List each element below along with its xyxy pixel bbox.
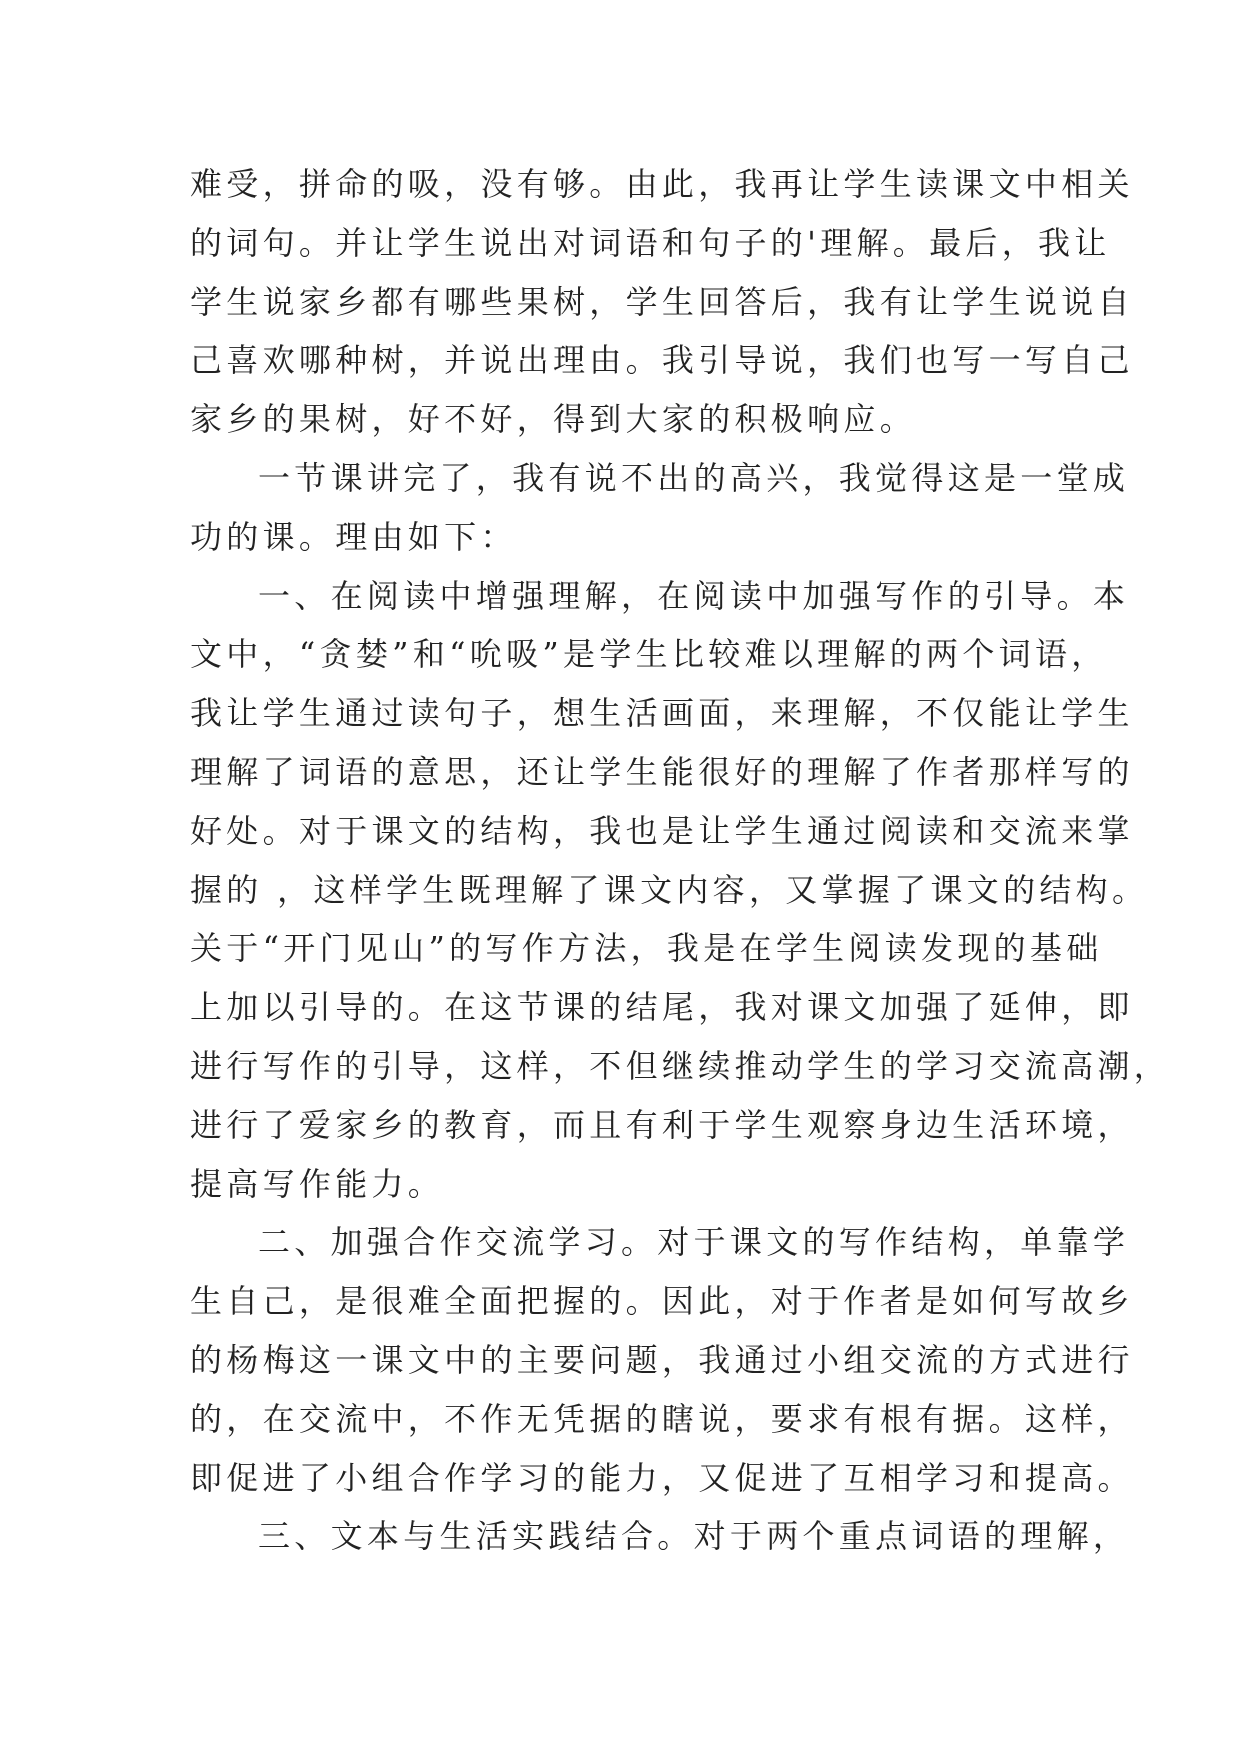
text-line: 难受，拼命的吸，没有够。由此，我再让学生读课文中相关 bbox=[190, 165, 1134, 203]
text-line: 关于“开门见山”的写作方法，我是在学生阅读发现的基础 bbox=[190, 929, 1103, 968]
paragraph-start-line: 二、加强合作交流学习。对于课文的写作结构，单靠学 bbox=[258, 1223, 1130, 1262]
text-line: 生自己，是很难全面把握的。因此，对于作者是如何写故乡 bbox=[190, 1282, 1134, 1321]
text-line: 的，在交流中，不作无凭据的瞎说，要求有根有据。这样， bbox=[190, 1399, 1134, 1438]
text-line: 的词句。并让学生说出对词语和句子的'理解。最后，我让 bbox=[190, 223, 1111, 262]
paragraph-start-line: 三、文本与生活实践结合。对于两个重点词语的理解， bbox=[258, 1517, 1130, 1556]
text-line: 握的 ，这样学生既理解了课文内容，又掌握了课文的结构。 bbox=[190, 870, 1149, 909]
text-line: 好处。对于课文的结构，我也是让学生通过阅读和交流来掌 bbox=[190, 811, 1134, 850]
text-line: 的杨梅这一课文中的主要问题，我通过小组交流的方式进行 bbox=[190, 1340, 1134, 1379]
text-line: 进行了爱家乡的教育，而且有利于学生观察身边生活环境， bbox=[190, 1105, 1134, 1144]
text-line: 己喜欢哪种树，并说出理由。我引导说，我们也写一写自己 bbox=[190, 341, 1134, 380]
text-line: 理解了词语的意思，还让学生能很好的理解了作者那样写的 bbox=[190, 752, 1134, 791]
paragraph-start-line: 一节课讲完了，我有说不出的高兴，我觉得这是一堂成 bbox=[258, 458, 1130, 497]
text-line: 上加以引导的。在这节课的结尾，我对课文加强了延伸，即 bbox=[190, 988, 1134, 1027]
text-line: 功的课。理由如下： bbox=[190, 517, 517, 556]
text-line: 学生说家乡都有哪些果树，学生回答后，我有让学生说说自 bbox=[190, 282, 1134, 321]
text-line: 提高写作能力。 bbox=[190, 1164, 445, 1203]
text-line: 即促进了小组合作学习的能力，又促进了互相学习和提高。 bbox=[190, 1458, 1134, 1497]
text-line: 我让学生通过读句子，想生活画面，来理解，不仅能让学生 bbox=[190, 694, 1134, 733]
paragraph-start-line: 一、在阅读中增强理解，在阅读中加强写作的引导。本 bbox=[258, 576, 1130, 615]
body-text bbox=[190, 155, 1171, 1566]
text-line: 文中，“贪婪”和“吮吸”是学生比较难以理解的两个词语， bbox=[190, 635, 1108, 674]
text-line: 进行写作的引导，这样，不但继续推动学生的学习交流高潮， bbox=[190, 1046, 1171, 1085]
text-line: 家乡的果树，好不好，得到大家的积极响应。 bbox=[190, 400, 917, 439]
